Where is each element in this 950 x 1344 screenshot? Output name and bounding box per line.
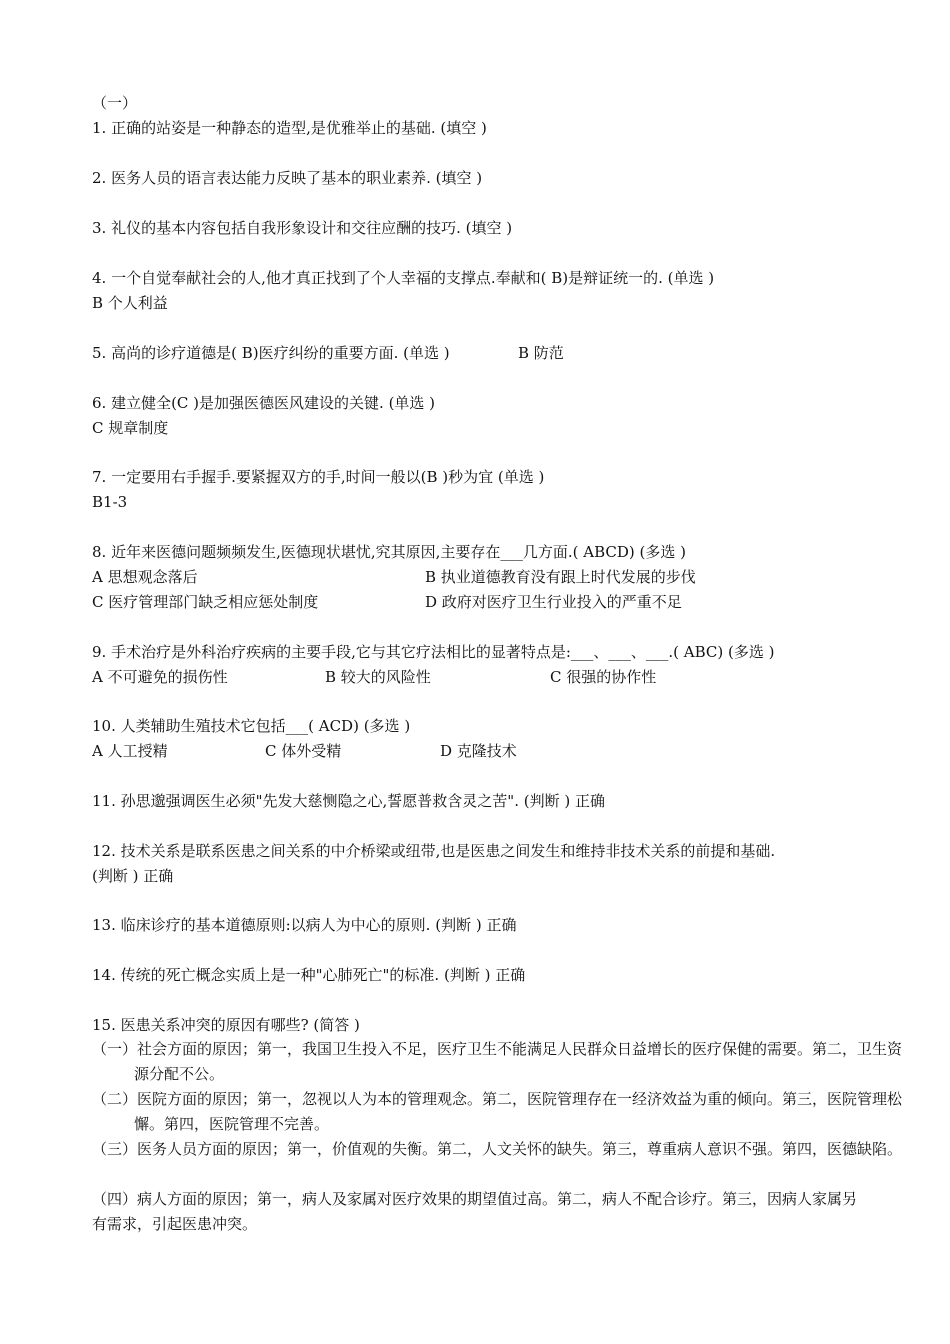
question-6: 6. 建立健全(C )是加强医德医风建设的关键. (单选 ) — [92, 394, 436, 412]
essay-answer-4: （四）病人方面的原因；第一，病人及家属对医疗效果的期望值过高。第二，病人不配合诊疗。第三，因病人家属另有需求，引起医患冲突。 — [92, 1190, 858, 1233]
question-5: 5. 高尚的诊疗道德是( B)医疗纠纷的重要方面. (单选 ) — [92, 344, 450, 362]
question-15: 15. 医患关系冲突的原因有哪些? (简答 ) — [92, 1016, 360, 1034]
question-11: 11. 孙思邈强调医生必须"先发大慈恻隐之心,誓愿普救含灵之苦". (判断 ) 正确 — [92, 792, 605, 810]
question-9: 9. 手术治疗是外科治疗疾病的主要手段,它与其它疗法相比的显著特点是:___、___、___.( ABC) (多选 ) — [92, 643, 775, 661]
question-10: 10. 人类辅助生殖技术它包括___( ACD) (多选 ) — [92, 717, 411, 735]
question-9-option-c: C 很强的协作性 — [550, 668, 657, 686]
question-8-option-b: B 执业道德教育没有跟上时代发展的步伐 — [425, 568, 696, 586]
question-10-option-d: D 克隆技术 — [440, 742, 517, 760]
question-14: 14. 传统的死亡概念实质上是一种"心肺死亡"的标准. (判断 ) 正确 — [92, 966, 526, 984]
question-8: 8. 近年来医德问题频频发生,医德现状堪忧,究其原因,主要存在___几方面.( ABCD) (多选 ) — [92, 543, 687, 561]
question-9-option-a: A 不可避免的损伤性 — [92, 668, 228, 686]
question-6-answer: C 规章制度 — [92, 419, 169, 437]
question-8-option-a: A 思想观念落后 — [92, 568, 198, 586]
question-10-option-a: A 人工授精 — [92, 742, 168, 760]
question-7-answer: B1-3 — [92, 493, 128, 511]
question-2: 2. 医务人员的语言表达能力反映了基本的职业素养. (填空 ) — [92, 169, 483, 187]
question-4: 4. 一个自觉奉献社会的人,他才真正找到了个人幸福的支撑点.奉献和( B)是辩证统一的. (单选 ) — [92, 269, 715, 287]
essay-answer-3: （三）医务人员方面的原因；第一，价值观的失衡。第二，人文关怀的缺失。第三，尊重病人意识不强。第四，医德缺陷。 — [92, 1140, 903, 1158]
question-1: 1. 正确的站姿是一种静态的造型,是优雅举止的基础. (填空 ) — [92, 119, 487, 137]
question-7: 7. 一定要用右手握手.要紧握双方的手,时间一般以(B )秒为宜 (单选 ) — [92, 468, 545, 486]
question-8-option-d: D 政府对医疗卫生行业投入的严重不足 — [425, 593, 682, 611]
question-5-answer: B 防范 — [518, 344, 564, 362]
section-heading: （一） — [92, 94, 138, 112]
question-4-answer: B 个人利益 — [92, 294, 168, 312]
essay-answer-2: （二）医院方面的原因；第一，忽视以人为本的管理观念。第二，医院管理存在一经济效益为重的倾向。第三，医院管理松懈。第四，医院管理不完善。 — [92, 1090, 903, 1133]
question-13: 13. 临床诊疗的基本道德原则:以病人为中心的原则. (判断 ) 正确 — [92, 916, 517, 934]
essay-answer-1: （一）社会方面的原因；第一，我国卫生投入不足，医疗卫生不能满足人民群众日益增长的医疗保健的需要。第二，卫生资源分配不公。 — [92, 1040, 903, 1083]
question-9-option-b: B 较大的风险性 — [325, 668, 431, 686]
question-8-option-c: C 医疗管理部门缺乏相应惩处制度 — [92, 593, 319, 611]
question-12: 12. 技术关系是联系医患之间关系的中介桥梁或纽带,也是医患之间发生和维持非技术关系的前提和基础. — [92, 842, 776, 860]
question-3: 3. 礼仪的基本内容包括自我形象设计和交往应酬的技巧. (填空 ) — [92, 219, 513, 237]
question-12-answer: (判断 ) 正确 — [92, 867, 174, 885]
question-10-option-c: C 体外受精 — [265, 742, 342, 760]
